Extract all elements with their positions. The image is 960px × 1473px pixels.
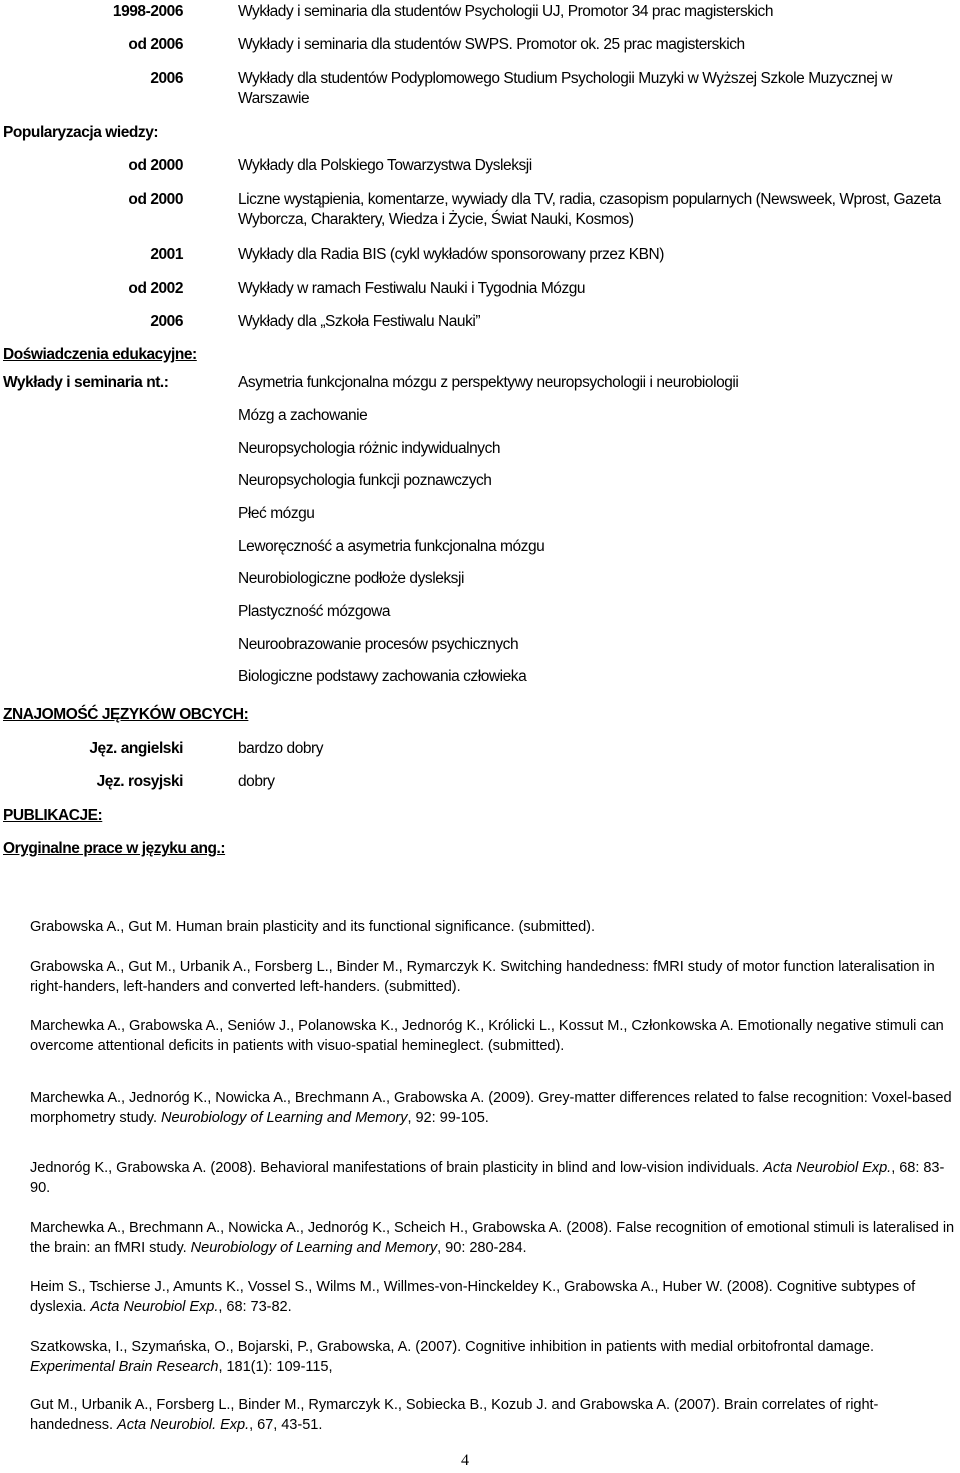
teaching-experience-heading: Doświadczenia edukacyjne: — [3, 346, 197, 363]
row-date: od 2000 — [128, 191, 183, 208]
publication-entry: Grabowska A., Gut M., Urbanik A., Forsberg L., Binder M., Rymarczyk K. Switching handedness: fMRI study of motor function lateralisation in right-handers, left-handers and converted left-handers. (submitted). — [30, 959, 935, 995]
topic-item: Neuropsychologia funkcji poznawczych — [238, 472, 492, 489]
row-date: 2001 — [150, 246, 183, 263]
row-date: 2006 — [150, 70, 183, 87]
topic-item: Biologiczne podstawy zachowania człowieka — [238, 668, 527, 685]
journal-name: Experimental Brain Research — [30, 1359, 219, 1375]
row-text: Wykłady i seminaria dla studentów SWPS. Promotor ok. 25 prac magisterskich — [238, 36, 745, 53]
languages-heading: ZNAJOMOŚĆ JĘZYKÓW OBCYCH: — [3, 706, 249, 723]
row-text: Wykłady dla „Szkoła Festiwalu Nauki” — [238, 313, 481, 330]
lectures-heading: Wykłady i seminaria nt.: — [3, 374, 169, 391]
journal-name: Neurobiology of Learning and Memory — [190, 1240, 438, 1256]
topic-item: Leworęczność a asymetria funkcjonalna mózgu — [238, 538, 545, 555]
row-date: od 2000 — [128, 157, 183, 174]
topic-item: Neuroobrazowanie procesów psychicznych — [238, 636, 519, 653]
publication-entry: Marchewka A., Grabowska A., Seniów J., Polanowska K., Jednoróg K., Królicki L., Kossut M., Członkowska A. Emotionally negative stimuli can overcome attentional deficits in patients with visuo-spatial hemineglect. (submitted). — [30, 1018, 944, 1054]
topic-item: Neurobiologiczne podłoże dysleksji — [238, 570, 464, 587]
row-date: 1998-2006 — [112, 3, 183, 20]
topic-item: Mózg a zachowanie — [238, 407, 368, 424]
publication-entry: Jednoróg K., Grabowska A. (2008). Behavioral manifestations of brain plasticity in blind and low-vision individuals. Acta Neurobiol Exp., 68: 83-90. — [30, 1160, 945, 1196]
row-text: Wykłady w ramach Festiwalu Nauki i Tygodnia Mózgu — [238, 280, 586, 297]
publication-entry: Marchewka A., Jednoróg K., Nowicka A., Brechmann A., Grabowska A. (2009). Grey-matter differences related to false recognition: Voxel-based morphometry study. Neurobiology of Learning and Memory, 92: 99-105. — [30, 1090, 952, 1126]
journal-name: Neurobiology of Learning and Memory — [160, 1110, 408, 1126]
language-level: dobry — [238, 773, 275, 790]
topic-item: Asymetria funkcjonalna mózgu z perspektywy neuropsychologii i neurobiologii — [238, 374, 739, 391]
publication-entry: Szatkowska, I., Szymańska, O., Bojarski, P., Grabowska, A. (2007). Cognitive inhibition in patients with medial orbitofrontal damage. Experimental Brain Research, 181(1): 109-115, — [30, 1339, 874, 1375]
row-text: Liczne wystąpienia, komentarze, wywiady dla TV, radia, czasopism popularnych (Newsweek, Wprost, Gazeta Wyborcza, Charaktery, Wiedza i Życie, Świat Nauki, Kosmos) — [238, 191, 941, 228]
language-label: Jęz. rosyjski — [96, 773, 183, 790]
publication-entry: Marchewka A., Brechmann A., Nowicka A., Jednoróg K., Scheich H., Grabowska A. (2008). False recognition of emotional stimuli is lateralised in the brain: an fMRI study. Neurobiology of Learning and Memory, 90: 280-284. — [30, 1220, 955, 1256]
journal-name: Acta Neurobiol Exp. — [763, 1160, 892, 1176]
row-date: od 2002 — [128, 280, 183, 297]
row-text: Wykłady dla studentów Podyplomowego Studium Psychologii Muzyki w Wyższej Szkole Muzycznej w Warszawie — [238, 70, 892, 107]
row-text: Wykłady dla Radia BIS (cykl wykładów sponsorowany przez KBN) — [238, 246, 664, 263]
publications-heading: PUBLIKACJE: — [3, 807, 103, 824]
language-level: bardzo dobry — [238, 740, 324, 757]
row-text: Wykłady dla Polskiego Towarzystwa Dysleksji — [238, 157, 532, 174]
topic-item: Neuropsychologia różnic indywidualnych — [238, 440, 501, 457]
publication-entry: Grabowska A., Gut M. Human brain plasticity and its functional significance. (submitted). — [30, 919, 595, 935]
row-text: Wykłady i seminaria dla studentów Psychologii UJ, Promotor 34 prac magisterskich — [238, 3, 774, 20]
topic-item: Plastyczność mózgowa — [238, 603, 391, 620]
journal-name: Acta Neurobiol Exp. — [90, 1299, 219, 1315]
publication-entry: Heim S., Tschierse J., Amunts K., Vossel S., Wilms M., Willmes-von-Hinckeldey K., Grabowska A., Huber W. (2008). Cognitive subtypes of dyslexia. Acta Neurobiol Exp., 68: 73-82. — [30, 1279, 916, 1315]
popularization-heading: Popularyzacja wiedzy: — [3, 124, 159, 141]
topic-item: Płeć mózgu — [238, 505, 315, 522]
journal-name: Acta Neurobiol. Exp. — [117, 1417, 250, 1433]
original-papers-heading: Oryginalne prace w języku ang.: — [3, 840, 226, 857]
publication-entry: Gut M., Urbanik A., Forsberg L., Binder M., Rymarczyk K., Sobiecka B., Kozub J. and Grabowska A. (2007). Brain correlates of right-handedness. Acta Neurobiol. Exp., 67, 43-51. — [30, 1397, 879, 1433]
row-date: od 2006 — [128, 36, 183, 53]
language-label: Jęz. angielski — [89, 740, 183, 757]
page-number: 4 — [461, 1452, 469, 1469]
row-date: 2006 — [150, 313, 183, 330]
